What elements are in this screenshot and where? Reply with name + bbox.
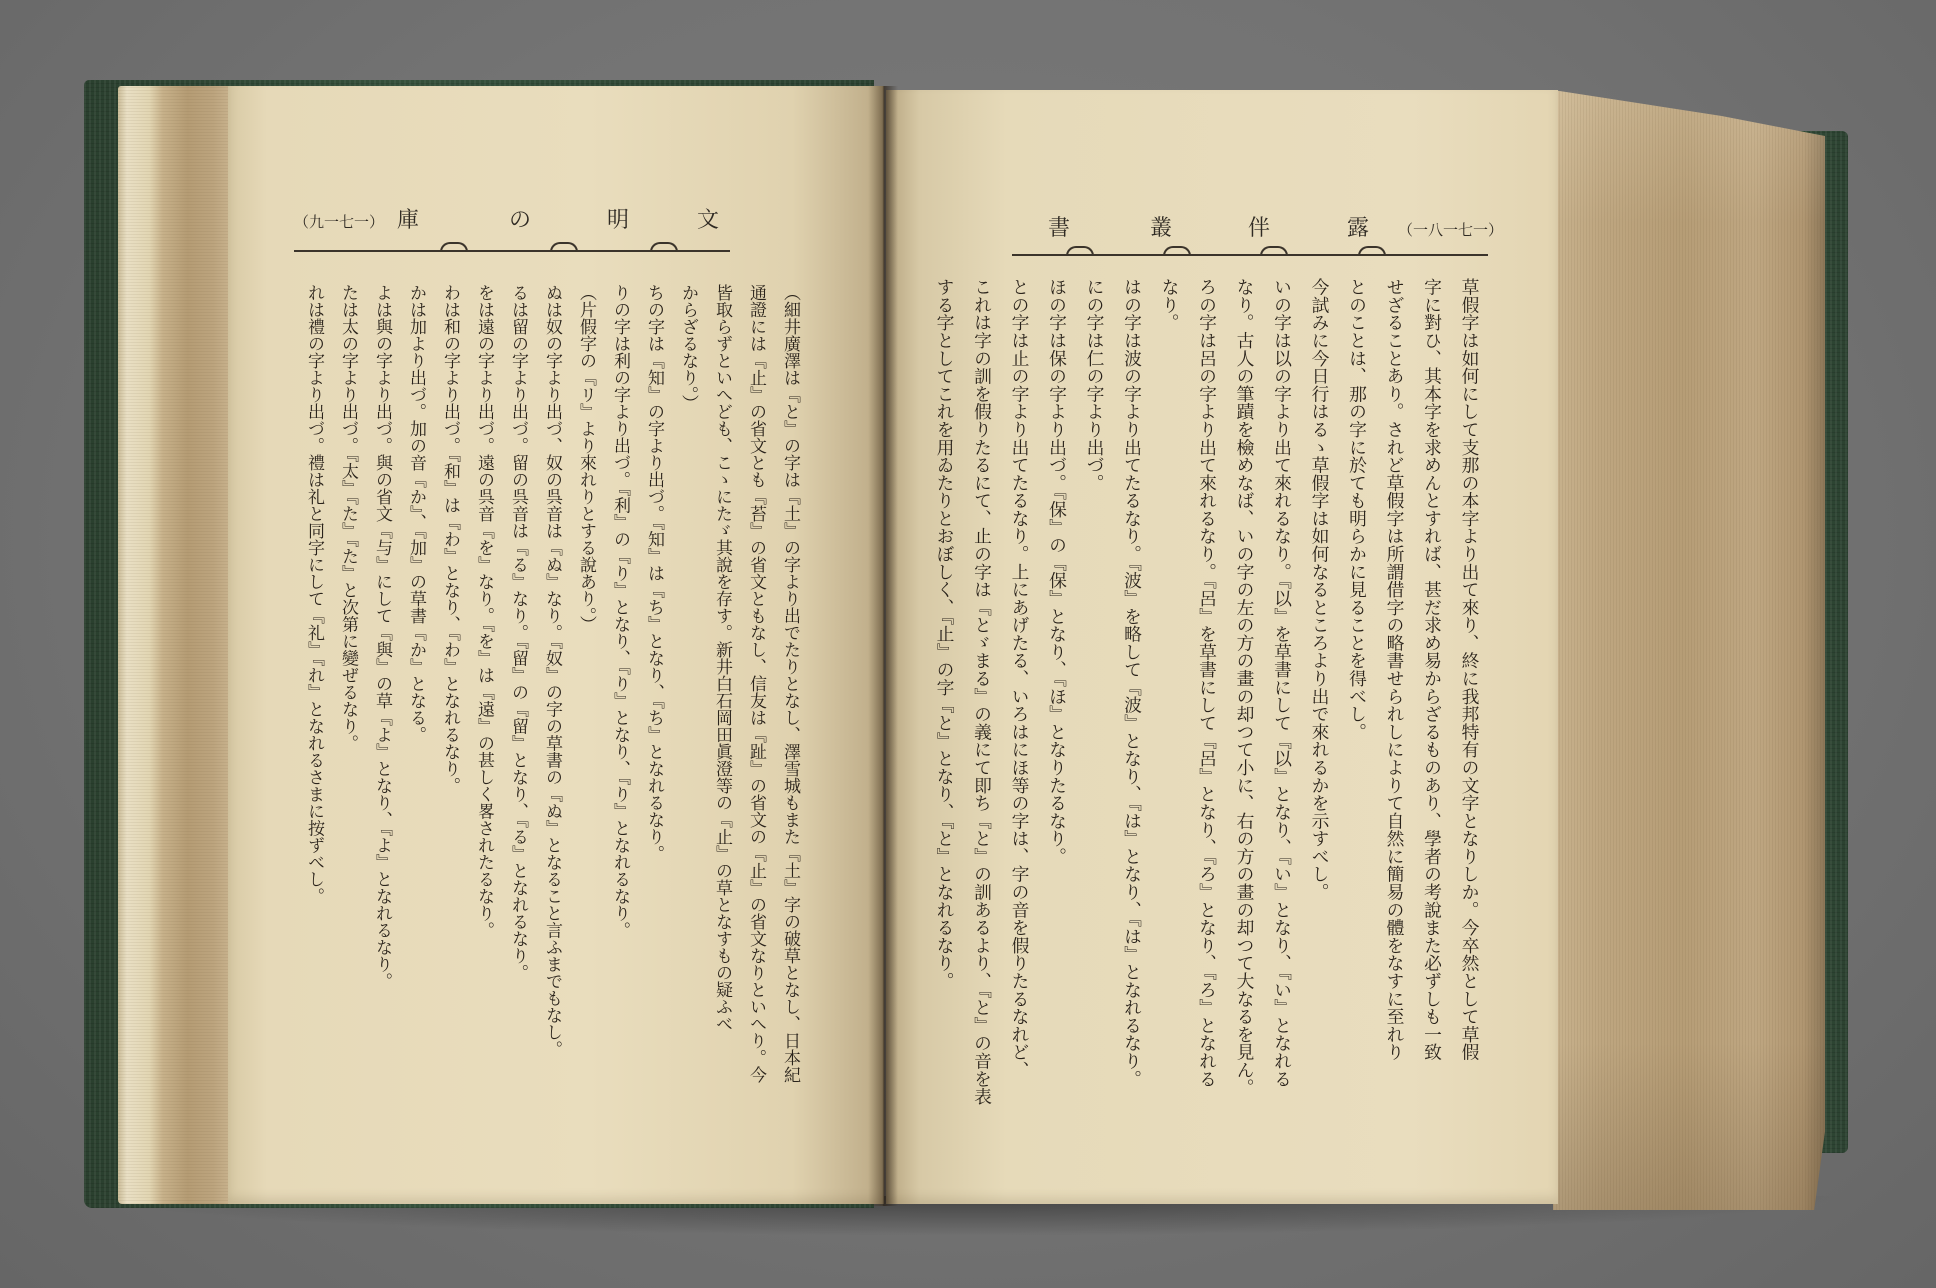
text-column: ほの字は保の字より出づ。『保』の『保』となり、『ほ』となりたるなり。 <box>1046 278 1068 866</box>
text-column: れは禮の字より出づ。禮は礼と同字にして『礼』『れ』となれるさまに按ずべし。 <box>304 284 324 905</box>
text-column: わは和の字より出づ。『和』は『わ』となり、『わ』となれるなり。 <box>440 284 460 794</box>
header-ornament <box>440 242 468 252</box>
header-ornament <box>1163 246 1191 256</box>
header-ornament <box>1260 246 1288 256</box>
text-column: せざることあり。されど草假字は所謂借字の略書せられしによりて自然に簡易の體をなすに至れり <box>1384 278 1405 1061</box>
text-column: はの字は波の字より出てたるなり。『波』を略して『波』となり、『は』となり、『は』となれるなり。 <box>1121 278 1143 1088</box>
text-column: 皆取らずといへども、こゝにたゞ其說を存す。新井白石岡田眞澄等の『止』の草となすもの疑ふべ <box>712 284 732 1032</box>
text-column: りの字は利の字より出づ。『利』の『り』となり、『り』となり、『り』となれるなり。 <box>610 284 630 939</box>
text-column: 草假字は如何にして支那の本字より出て來り、終に我邦特有の文字となりしか。今卒然として草假 <box>1459 278 1480 1061</box>
left-page-number: （九一七一） <box>294 213 385 231</box>
text-column: する字としてこれを用ゐたりとおぼしく、『止』の字『と』となり、『と』となれるなり。 <box>934 278 955 990</box>
text-column: ぬは奴の字より出づ、奴の呉音は『ぬ』なり。『奴』の字の草書の『ぬ』となること言ふまでもなし。 <box>542 284 562 1058</box>
text-column: との字は止の字より出てたるなり。上にあげたる、いろはにほ等の字は、字の音を假りたるなれど、 <box>1009 278 1030 1079</box>
text-column: ろの字は呂の字より出て來れるなり。『呂』を草書にして『呂』となり、『ろ』となり、『ろ』となれる <box>1196 278 1218 1088</box>
text-column: なり。 <box>1159 278 1180 332</box>
text-column: ちの字は『知』の字より出づ。『知』は『ち』となり、『ち』となれるなり。 <box>644 284 664 862</box>
header-title-char: 露 <box>1346 216 1369 241</box>
header-title-char: 伴 <box>1247 216 1270 241</box>
header-ornament <box>1066 246 1094 256</box>
header-title-char: 文 <box>696 208 719 233</box>
text-column: 今試みに今日行はるゝ草假字は如何なるところより出で來れるかを示すべし。 <box>1309 278 1330 901</box>
text-column: これは字の訓を假りたるにて、止の字は『とゞまる』の義にて即ち『と』の訓あるより、『と』の音を表 <box>971 278 993 1106</box>
right-page-text <box>925 278 1488 1128</box>
page-block-edge-right <box>1553 90 1825 1210</box>
header-title-char: 庫 <box>396 208 419 233</box>
text-column: かは加より出づ。加の音『か』、『加』の草書『か』となる。 <box>406 284 426 743</box>
header-title-char: 書 <box>1047 216 1070 241</box>
text-column: いの字は以の字より出て來れるなり。『以』を草書にして『以』となり、『い』となり、『い』となれる <box>1271 278 1293 1088</box>
text-column: からざるなり。） <box>678 284 698 412</box>
header-title-char: の <box>508 208 531 233</box>
header-title-char: 叢 <box>1149 216 1172 241</box>
text-column: （片假字の『リ』より來れりとする說あり。） <box>576 284 596 633</box>
header-ornament <box>550 242 578 252</box>
text-column: るは留の字より出づ。留の呉音は『る』なり。『留』の『留』となり、『る』となれるなり。 <box>508 284 528 981</box>
book-gutter <box>868 86 898 1206</box>
text-column: よは與の字より出づ。與の省文『与』にして『與』の草『よ』となり、『よ』となれるなり。 <box>372 284 392 990</box>
page-block-edge-left <box>118 86 230 1204</box>
text-column: なり。古人の筆蹟を檢めなば、いの字の左の方の畫の却つて小に、右の方の畫の却つて大なるを見ん。 <box>1234 278 1255 1097</box>
right-page-number: （一八一七一） <box>1398 221 1504 239</box>
text-column: とのことは、那の字に於ても明らかに見ることを得べし。 <box>1346 278 1368 741</box>
text-column: たは太の字より出づ。『太』『た』『た』と次第に變ぜるなり。 <box>338 284 358 752</box>
text-column: 字に對ひ、其本字を求めんとすれば、甚だ求め易からざるものあり、學者の考說また必ずしも一致 <box>1421 278 1443 1061</box>
text-column: （細井廣澤は『と』の字は『土』の字より出でたりとなし、澤雪城もまた『土』字の破草となし、日本紀 <box>780 284 800 1083</box>
header-title-char: 明 <box>606 208 629 233</box>
header-ornament <box>1358 246 1386 256</box>
text-column: にの字は仁の字より出づ。 <box>1084 278 1105 492</box>
text-column: をは遠の字より出づ。遠の呉音『を』なり。『を』は『遠』の甚しく畧されたるなり。 <box>474 284 494 939</box>
header-ornament <box>650 242 678 252</box>
left-page-text <box>297 284 807 1104</box>
text-column: 通證には『止』の省文とも『苔』の省文ともなし、信友は『趾』の省文の『止』の省文なりといへり。今 <box>746 284 766 1083</box>
